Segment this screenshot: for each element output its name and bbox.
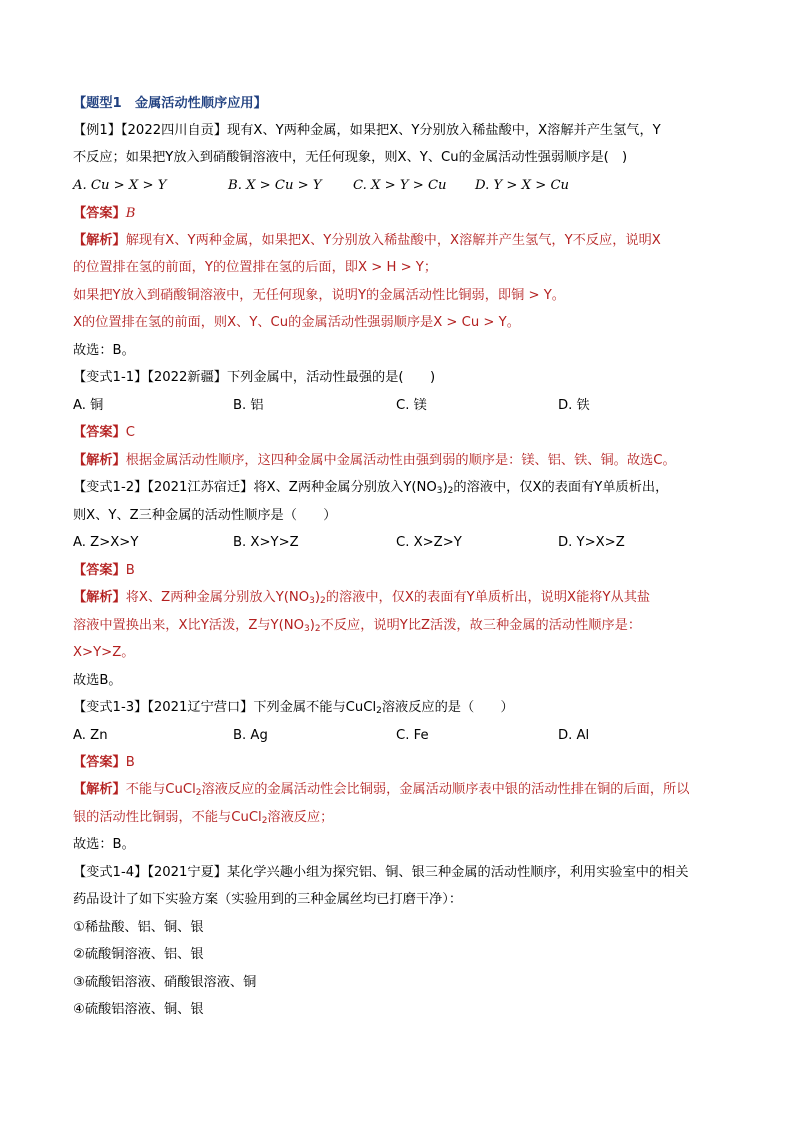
example1-choose: 故选：B。 <box>73 343 135 358</box>
variant11-option-b: B. 铝 <box>233 398 264 413</box>
example1-answer: 【答案】B <box>73 206 136 221</box>
example1-analysis-line1: 【解析】解现有X、Y两种金属，如果把X、Y分别放入稀盐酸中，X溶解并产生氢气，Y不反应，说明X <box>73 233 661 248</box>
variant13-question: 【变式1-3】【2021辽宁营口】下列金属不能与CuCl$_2$溶液反应的是（ ） <box>73 700 514 716</box>
variant14-item-1: ①稀盐酸、铝、铜、银 <box>73 920 204 935</box>
variant11-question: 【变式1-1】【2022新疆】下列金属中，活动性最强的是( ) <box>73 370 436 385</box>
example1-option-b: B. X > Cu > Y <box>228 178 322 193</box>
variant12-option-a: A. Z>X>Y <box>73 535 139 550</box>
variant13-option-c: C. Fe <box>396 728 429 743</box>
section-title: 【题型1 金属活动性顺序应用】 <box>73 96 267 111</box>
variant12-analysis-line1: 【解析】将X、Z两种金属分别放入$Y(NO_3)_2$的溶液中，仅X的表面有Y单质析出，说明X能将Y从其盐 <box>73 590 651 606</box>
variant12-question-line2: 则X、Y、Z三种金属的活动性顺序是（ ） <box>73 508 337 523</box>
example1-analysis-line3: 如果把Y放入到硝酸铜溶液中，无任何现象，说明Y的金属活动性比铜弱，即铜 > Y。 <box>73 288 565 303</box>
variant13-analysis-line2: 银的活动性比铜弱，不能与CuCl$_2$溶液反应； <box>73 810 334 826</box>
variant13-answer: 【答案】B <box>73 755 135 770</box>
variant12-analysis-line3: X>Y>Z。 <box>73 645 135 660</box>
example1-analysis-line2: 的位置排在氢的前面，Y的位置排在氢的后面，即X > H > Y； <box>73 260 438 275</box>
example1-option-a: A. Cu > X > Y <box>73 178 167 193</box>
example1-option-d: D. Y > X > Cu <box>475 178 570 193</box>
variant13-choose: 故选：B。 <box>73 837 135 852</box>
example1-question-line2: 不反应；如果把Y放入到硝酸铜溶液中，无任何现象，则X、Y、Cu的金属活动性强弱顺序是( ) <box>73 150 628 165</box>
variant12-question-line1: 【变式1-2】【2021江苏宿迁】将X、Z两种金属分别放入$Y(NO_3)_2$的溶液中，仅X的表面有Y单质析出， <box>73 480 669 496</box>
variant12-option-d: D. Y>X>Z <box>558 535 625 550</box>
example1-question-line1: 【例1】【2022四川自贡】现有X、Y两种金属，如果把X、Y分别放入稀盐酸中，X溶解并产生氢气，Y <box>73 123 661 138</box>
variant11-option-c: C. 镁 <box>396 398 427 413</box>
variant12-option-b: B. X>Y>Z <box>233 535 299 550</box>
variant12-choose: 故选B。 <box>73 673 122 688</box>
variant11-option-d: D. 铁 <box>558 398 590 413</box>
variant13-option-b: B. Ag <box>233 728 268 743</box>
variant13-option-d: D. Al <box>558 728 590 743</box>
variant14-question-line2: 药品设计了如下实验方案（实验用到的三种金属丝均已打磨干净）： <box>73 892 463 907</box>
example1-option-c: C. X > Y > Cu <box>353 178 447 193</box>
example1-analysis-line4: X的位置排在氢的前面，则X、Y、Cu的金属活动性强弱顺序是X > Cu > Y。 <box>73 315 520 330</box>
variant14-question-line1: 【变式1-4】【2021宁夏】某化学兴趣小组为探究铝、铜、银三种金属的活动性顺序，利用实验室中的相关 <box>73 865 689 880</box>
variant12-analysis-line2: 溶液中置换出来，X比Y活泼，Z与$Y(NO_3)_2$不反应，说明Y比Z活泼，故三种金属的活动性顺序是： <box>73 618 642 634</box>
variant13-option-a: A. Zn <box>73 728 108 743</box>
variant11-analysis: 【解析】根据金属活动性顺序，这四种金属中金属活动性由强到弱的顺序是：镁、铝、铁、铜。故选C。 <box>73 453 676 468</box>
variant12-option-c: C. X>Z>Y <box>396 535 462 550</box>
variant14-item-2: ②硫酸铜溶液、铝、银 <box>73 947 204 962</box>
variant12-answer: 【答案】B <box>73 563 135 578</box>
variant14-item-4: ④硫酸铝溶液、铜、银 <box>73 1002 204 1017</box>
variant13-analysis-line1: 【解析】不能与CuCl$_2$溶液反应的金属活动性会比铜弱，金属活动顺序表中银的活动性排在铜的后面，所以 <box>73 782 690 798</box>
variant11-answer: 【答案】C <box>73 425 135 440</box>
variant11-option-a: A. 铜 <box>73 398 104 413</box>
variant14-item-3: ③硫酸铝溶液、硝酸银溶液、铜 <box>73 975 257 990</box>
